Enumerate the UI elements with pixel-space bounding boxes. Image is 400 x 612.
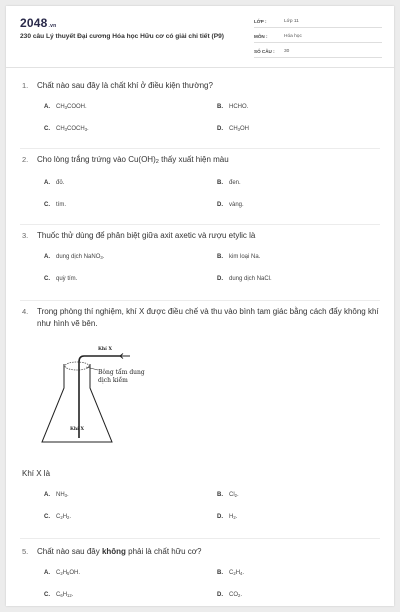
flask-diagram xyxy=(26,342,156,454)
answer-option-b[interactable] xyxy=(217,490,239,501)
arrow-icon xyxy=(120,354,130,359)
option-text: $CH_3OH$ xyxy=(229,126,250,132)
meta-value: 30 xyxy=(284,49,290,54)
option-text: $CO_2$. xyxy=(229,592,243,598)
answer-options xyxy=(22,102,382,146)
divider xyxy=(20,300,380,301)
option-key: A. xyxy=(44,570,50,576)
option-key: D. xyxy=(217,592,223,598)
option-text: quỳ tím. xyxy=(56,276,78,282)
answer-option-c[interactable] xyxy=(44,274,77,284)
answer-option-a[interactable] xyxy=(44,102,87,113)
option-key: B. xyxy=(217,570,223,576)
option-key: B. xyxy=(217,254,223,260)
option-key: B. xyxy=(217,180,223,186)
answer-options xyxy=(22,252,382,296)
answer-options xyxy=(22,490,382,534)
option-key: A. xyxy=(44,492,50,498)
meta-label: LỚP : xyxy=(254,19,267,24)
divider xyxy=(20,148,380,149)
option-text: $C_2H_5OH$. xyxy=(56,570,81,576)
answer-option-b[interactable] xyxy=(217,568,244,579)
answer-option-a[interactable] xyxy=(44,252,104,263)
option-key: A. xyxy=(44,104,50,110)
answer-option-d[interactable] xyxy=(217,274,272,284)
answer-option-d[interactable] xyxy=(217,124,249,135)
answer-option-b[interactable] xyxy=(217,102,248,112)
option-text: $NH_3$. xyxy=(56,492,69,498)
option-key: C. xyxy=(44,276,50,282)
question-5 xyxy=(22,546,382,612)
question-text xyxy=(37,546,382,558)
question-4 xyxy=(22,306,382,330)
option-key: C. xyxy=(44,126,50,132)
option-text: $Cl_2$. xyxy=(229,492,239,498)
option-text: $CH_3COCH_3$. xyxy=(56,126,89,132)
question-3 xyxy=(22,230,382,296)
figure-label-cotton: Bông tẩm dung xyxy=(98,369,145,376)
option-key: A. xyxy=(44,180,50,186)
option-text: dung dịch NaNO$_3$. xyxy=(56,254,105,260)
meta-value: Hóa học xyxy=(284,34,302,39)
logo-suffix: .vn xyxy=(48,23,57,29)
question-number: 5. xyxy=(22,547,29,556)
answer-option-b[interactable] xyxy=(217,252,260,262)
option-key: D. xyxy=(217,514,223,520)
experiment-figure xyxy=(26,342,156,454)
document-header xyxy=(6,6,394,68)
option-key: D. xyxy=(217,276,223,282)
option-text: $C_6H_{12}$. xyxy=(56,592,74,598)
question-4-answers xyxy=(22,468,382,534)
answer-option-c[interactable] xyxy=(44,124,89,135)
option-key: D. xyxy=(217,202,223,208)
option-text: đỏ. xyxy=(56,180,65,186)
option-key: B. xyxy=(217,104,223,110)
document-meta xyxy=(254,16,382,61)
option-text: vàng. xyxy=(229,202,244,208)
logo-text: 2048 xyxy=(20,16,48,30)
answer-option-d[interactable] xyxy=(217,590,242,601)
option-text: đen. xyxy=(229,180,241,186)
option-text: $H_2$. xyxy=(229,514,238,520)
question-text: Thuốc thử dùng để phân biệt giữa axit axetic và rượu etylic là xyxy=(37,231,256,240)
question-1 xyxy=(22,80,382,146)
question-text: Chất nào sau đây là chất khí ở điều kiện thường? xyxy=(37,81,213,90)
meta-row-class xyxy=(254,16,382,28)
option-key: A. xyxy=(44,254,50,260)
question-text-part: Chất nào sau đây xyxy=(37,547,102,556)
answer-option-b[interactable] xyxy=(217,178,241,188)
option-key: C. xyxy=(44,592,50,598)
option-text: dung dịch NaCl. xyxy=(229,276,272,282)
option-key: B. xyxy=(217,492,223,498)
figure-label-cotton-2: dịch kiềm xyxy=(98,377,128,384)
answer-option-c[interactable] xyxy=(44,590,73,601)
site-logo[interactable] xyxy=(20,16,56,30)
answer-option-c[interactable] xyxy=(44,512,71,523)
answer-option-a[interactable] xyxy=(44,568,80,579)
answer-options xyxy=(22,568,382,612)
question-subtext: Khí X là xyxy=(22,469,51,478)
question-text-part: phải là chất hữu cơ? xyxy=(125,547,202,556)
option-text: tím. xyxy=(56,202,66,208)
option-text: kim loại Na. xyxy=(229,254,261,260)
option-key: C. xyxy=(44,202,50,208)
document-page xyxy=(6,6,394,606)
question-2 xyxy=(22,154,382,222)
option-text: $CH_3COOH$. xyxy=(56,104,87,110)
question-number: 1. xyxy=(22,81,29,90)
question-text: Trong phòng thí nghiệm, khí X được điều chế và thu vào bình tam giác bằng cách đẩy không khí như hình vẽ bên. xyxy=(37,307,379,328)
leader-line xyxy=(86,367,98,370)
answer-option-a[interactable] xyxy=(44,178,64,188)
option-text: $C_2H_2$. xyxy=(56,514,72,520)
answer-option-c[interactable] xyxy=(44,200,66,210)
meta-row-subject xyxy=(254,31,382,43)
divider xyxy=(20,538,380,539)
option-key: D. xyxy=(217,126,223,132)
figure-label-bottom: Khí X xyxy=(70,427,84,432)
question-number: 4. xyxy=(22,307,29,316)
question-text: Cho lòng trắng trứng vào $Cu(OH)_2$ thấy xuất hiện màu xyxy=(37,155,229,165)
question-number: 3. xyxy=(22,231,29,240)
option-key: C. xyxy=(44,514,50,520)
meta-row-count xyxy=(254,46,382,58)
cotton-plug-icon xyxy=(65,362,89,370)
page-title: 230 câu Lý thuyết Đại cương Hóa học Hữu cơ có giải chi tiết (P9) xyxy=(20,33,224,40)
option-text: HCHO. xyxy=(229,104,249,110)
meta-label: MÔN : xyxy=(254,34,268,39)
divider xyxy=(20,224,380,225)
answer-options xyxy=(22,178,382,222)
meta-label: SỐ CÂU : xyxy=(254,49,275,54)
figure-label-top: Khí X xyxy=(98,347,112,352)
meta-value: Lớp 11 xyxy=(284,19,299,24)
answer-option-d[interactable] xyxy=(217,512,237,523)
question-number: 2. xyxy=(22,155,29,164)
question-emphasis: không xyxy=(101,547,126,556)
answer-option-a[interactable] xyxy=(44,490,69,501)
option-text: $C_2H_4$. xyxy=(229,570,245,576)
answer-option-d[interactable] xyxy=(217,200,244,210)
